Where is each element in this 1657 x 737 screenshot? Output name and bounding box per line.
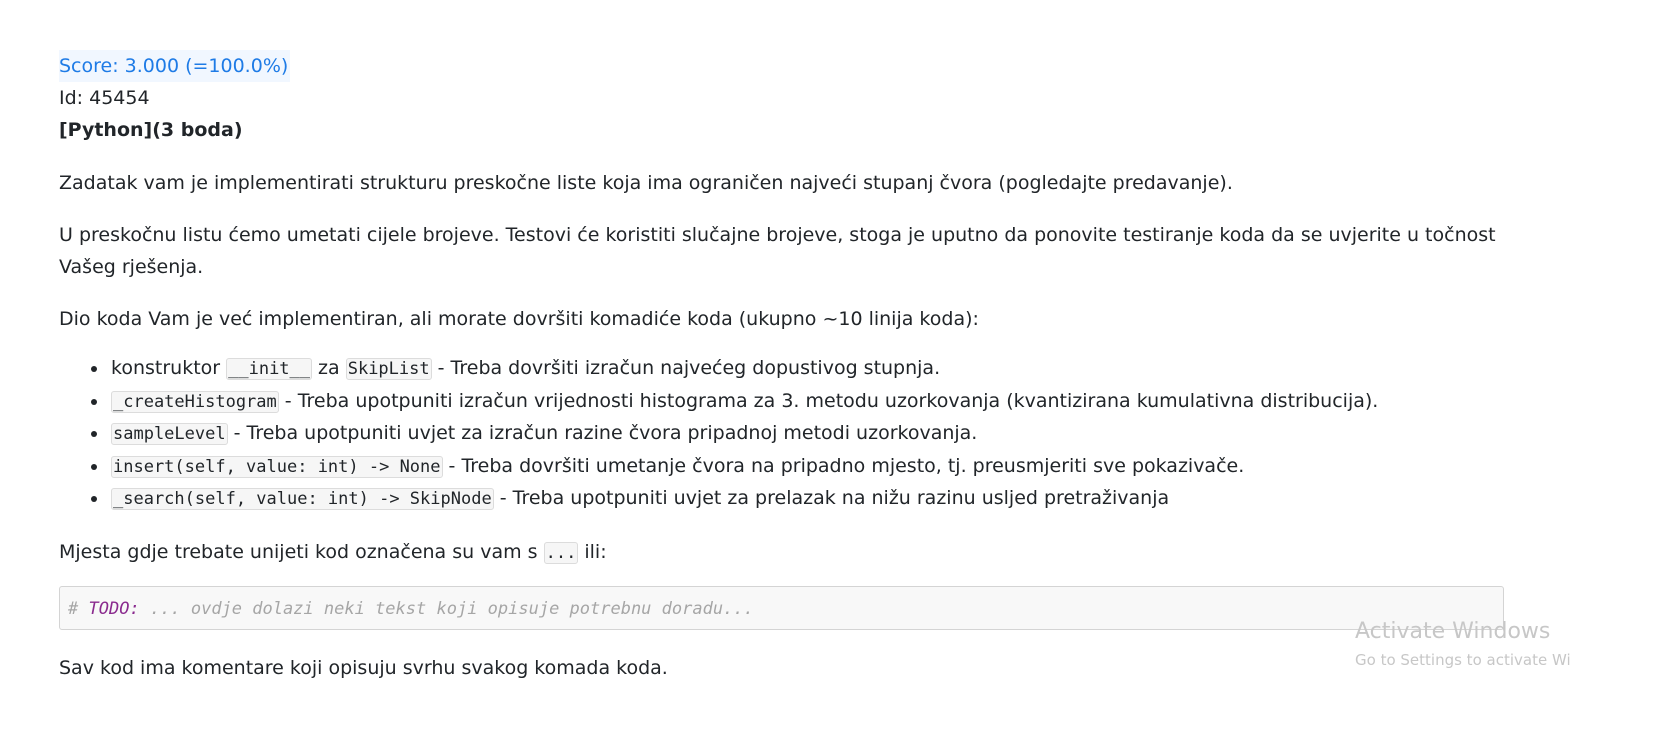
closing-paragraph: Sav kod ima komentare koji opisuju svrhu svakog komada koda. [59,656,668,679]
question-id: Id: 45454 [59,87,150,109]
todo-keyword: TODO: [88,598,140,619]
list-item: insert(self, value: int) -> None - Treba dovršiti umetanje čvora na pripadno mjesto, tj. preusmjeriti sve pokazivače. [111,451,1509,484]
inline-code: _createHistogram [113,391,277,412]
placeholder-note: Mjesta gdje trebate unijeti kod označena su vam s ... ili: [59,540,607,563]
score-text: Score: 3.000 (=100.0%) [59,50,290,82]
list-item: sampleLevel - Treba upotpuniti uvjet za izračun razine čvora pripadnoj metodi uzorkovanja. [111,418,1509,451]
description-paragraph: U preskočnu listu ćemo umetati cijele brojeve. Testovi će koristiti slučajne brojeve, stoga je uputno da ponovite testiranje koda da se uvjerite u točnost Vašeg rješenja. [59,224,1496,278]
question-heading: [Python](3 boda) [59,119,243,141]
activate-windows-watermark [1355,617,1571,673]
inline-code: insert(self, value: int) -> None [113,456,441,477]
list-item: _search(self, value: int) -> SkipNode - Treba upotpuniti uvjet za prelazak na nižu razinu usljed pretraživanja [111,483,1509,516]
code-block: # TODO: ... ovdje dolazi neki tekst koji opisuje potrebnu doradu... [59,586,1504,630]
question-content [59,50,1509,684]
partial-note-paragraph: Dio koda Vam je već implementiran, ali morate dovršiti komadiće koda (ukupno ~10 linija koda): [59,308,979,330]
list-item: konstruktor __init__ za SkipList - Treba dovršiti izračun najvećeg dopustivog stupnja. [111,353,1509,386]
intro-paragraph: Zadatak vam je implementirati strukturu preskočne liste koja ima ograničen najveći stupanj čvora (pogledajte predavanje). [59,172,1233,194]
inline-code: sampleLevel [113,424,226,444]
inline-code: __init__ [228,359,311,379]
inline-code: SkipList [347,359,430,379]
inline-code: _search(self, value: int) -> SkipNode [113,489,492,509]
list-item: _createHistogram - Treba upotpuniti izračun vrijednosti histograma za 3. metodu uzorkovanja (kvantizirana kumulativna distribucija). [111,386,1509,419]
task-list [59,353,1509,516]
watermark-subtitle: Go to Settings to activate Wi [1355,651,1571,669]
inline-code: ... [545,542,577,563]
watermark-title: Activate Windows [1355,619,1551,644]
